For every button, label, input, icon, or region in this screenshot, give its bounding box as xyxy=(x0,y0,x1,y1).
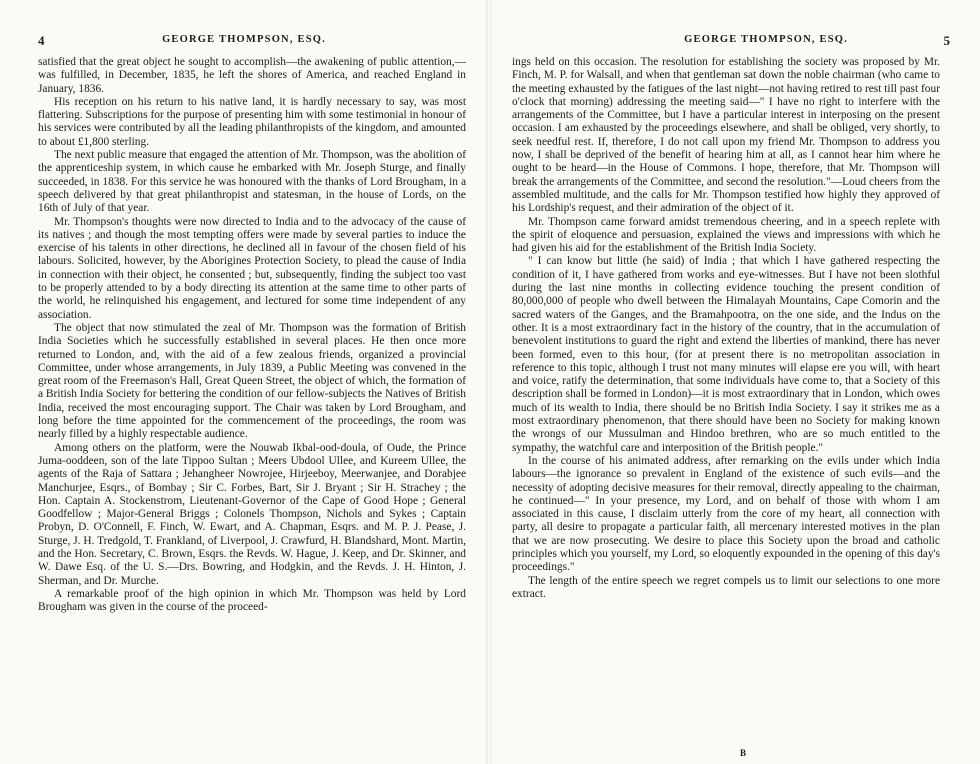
paragraph: Mr. Thompson's thoughts were now directed to India and to the advocacy of the cause of its natives ; and though the most tempting offers were made by several parties to induce the exercise of his talents in other directions, he declined all in favour of the chosen field of his labours. Solicited, however, by the Aborigines Protection Society, to plead the cause of India in connection with their object, he consented ; but, subsequently, finding the subject too vast to be properly attended to by a body directing its attention at the same time to other parts of the world, he relinquished his engagement, and lectured for some time independent of any association. xyxy=(38,215,466,321)
paragraph: The object that now stimulated the zeal of Mr. Thompson was the formation of British India Societies which he successfully established in several places. He then once more returned to London, and, with the aid of a few zealous friends, organized a provincial Committee, under whose arrangements, in July 1839, a Public Meeting was convened in the great room of the Freemason's Hall, Great Queen Street, the object of which, the formation of a British India Society for bettering the condition of our fellow-subjects the Natives of British India, received the most encouraging support. The Chair was taken by Lord Brougham, and long before the time appointed for the commencement of the proceedings, the room was nearly filled by a highly respectable audience. xyxy=(38,321,466,441)
running-head: GEORGE THOMPSON, ESQ. xyxy=(162,34,326,45)
paragraph: satisfied that the great object he sought to accomplish—the awakening of public attention,—was fulfilled, in December, 1835, he left the shores of America, and reached England in January, 1836. xyxy=(38,56,466,95)
page-number: 4 xyxy=(38,33,45,48)
page-body xyxy=(512,56,940,601)
paragraph: The length of the entire speech we regret compels us to limit our selections to one more extract. xyxy=(512,574,940,600)
paragraph: In the course of his animated address, after remarking on the evils under which India labours—the ignorance so prevalent in England of the existence of such evils—and the necessity of adopting decisive measures for their removal, directly appealing to the chairman, he continued—" In your presence, my Lord, and on behalf of those with whom I am associated in this cause, I disclaim utterly from the core of my heart, all connection with party, all desire to propagate a particular faith, all mercenary interested motives in the plan that we are now prosecuting. We desire to place this Society upon the broad and catholic principles which you yourself, my Lord, so eloquently expounded in the opening of this day's proceedings." xyxy=(512,454,940,574)
paragraph: His reception on his return to his native land, it is hardly necessary to say, was most flattering. Subscriptions for the purpose of presenting him with some testimonial in honour of his services were contributed by all the leading philanthropists of the kingdom, and amounted to about £1,800 sterling. xyxy=(38,95,466,148)
paragraph: " I can know but little (he said) of India ; that which I have gathered respecting the condition of it, I have gathered from works and eye-witnesses. But I have not been slothful during the last nine months in collecting evidence touching the present condition of 80,000,000 of people who dwell between the Himalayah Mountains, Cape Comorin and the sacred waters of the Ganges, and the Bramahpootra, on the one side, and the Indus on the other. It is a most extraordinary fact in the history of the country, that in the accumulation of benevolent institutions to guard the right and extend the liberties of mankind, there has never been formed, even to this hour, (for at present there is no metropolitan association in reference to this topic, although I trust not many minutes will elapse ere you will, with heart and voice, ratify the determination, that some individuals have come to, that a Society of this description shall be formed in London)—it is most extraordinary that in London, which owes much of its wealth to India, there should be no British India Society. I say it strikes me as a most extraordinary phenomenon, that there should have been no Society for making known the wrongs of our Mussulman and Hindoo brethren, who are so much entitled to the sympathy, the watchful care and interposition of the British people." xyxy=(512,255,940,454)
page-body xyxy=(38,56,466,614)
page-number: 5 xyxy=(943,33,950,48)
paragraph: Among others on the platform, were the Nouwab Ikbal-ood-doula, of Oude, the Prince Juma-ooddeen, son of the late Tippoo Sultan ; Meers Ubdool Ullee, and Kureem Ullee, the agents of the Raja of Sattara ; Jehangheer Nowrojee, Hirjeeboy, Meerwanjee, and Dorabjee Manchurjee, Esqrs., of Bombay ; Sir C. Forbes, Bart, Sir J. Bryant ; Sir H. Strachey ; the Hon. Captain A. Stockenstrom, Lieutenant-Governor of the Cape of Good Hope ; General Goodfellow ; Major-General Briggs ; Colonels Thompson, Nichols and Sykes ; Captain Probyn, D. O'Connell, F. Finch, W. Ewart, and A. Chapman, Esqrs. and M. P. J. Pease, J. Sturge, J. H. Tredgold, T. Frankland, of Liverpool, J. Crawfurd, H. Blandshard, Mont. Martin, and the Hon. Secretary, C. Brown, Esqrs. the Revds. W. Hague, J. Keep, and Dr. Skinner, and W. Dawe Esq. of the U. S.—Drs. Bowring, and Hodgkin, and the Revds. J. H. Hinton, J. Sherman, and Dr. Murche. xyxy=(38,441,466,587)
running-head: GEORGE THOMPSON, ESQ. xyxy=(684,34,848,45)
paragraph: Mr. Thompson came forward amidst tremendous cheering, and in a speech replete with the spirit of eloquence and persuasion, explained the views and impressions with which he had given his aid for the establishment of the British India Society. xyxy=(512,215,940,255)
paragraph: ings held on this occasion. The resolution for establishing the society was proposed by Mr. Finch, M. P. for Walsall, and when that gentleman sat down the noble chairman (who came to the meeting exhausted by the fatigues of the last night—not having retired to rest till past four o'clock that morning) addressing the meeting said—" I have no right to interfere with the arrangements of the Committee, but I have a particular interest in interposing on the present occasion. I am exhausted by the proceedings elsewhere, and shall be obliged, very shortly, to seek needful rest. If, therefore, I do not call upon my friend Mr. Thompson to address you now, I shall be deprived of the benefit of hearing him at all, as I cannot hear him where he ought to be heard—in the House of Commons. I hope, therefore, that Mr. Thompson will break the arrangements of the Committee, and second the resolution."—Loud cheers from the assembled multitude, and the calls for Mr. Thompson testified how highly they approved of his Lordship's request, and their admiration of the object of it. xyxy=(512,56,940,215)
right-page xyxy=(490,0,980,764)
left-page xyxy=(0,0,488,764)
paragraph: The next public measure that engaged the attention of Mr. Thompson, was the abolition of the apprenticeship system, in which cause he embarked with Mr. Joseph Sturge, and finally succeeded, in 1838. For this service he was honoured with the thanks of Lord Brougham, in a speech delivered by that great philanthropist and statesman, in the house of Lords, on the 16th of July of that year. xyxy=(38,149,466,215)
signature-mark: B xyxy=(740,748,747,758)
paragraph: A remarkable proof of the high opinion in which Mr. Thompson was held by Lord Brougham was given in the course of the proceed- xyxy=(38,587,466,614)
